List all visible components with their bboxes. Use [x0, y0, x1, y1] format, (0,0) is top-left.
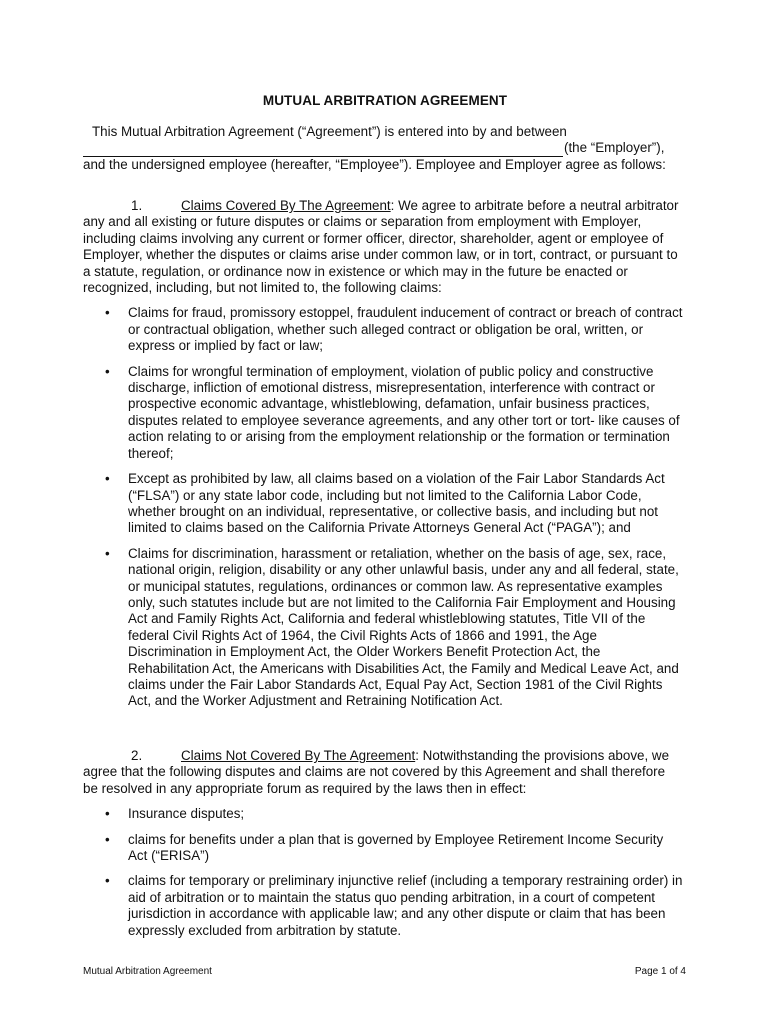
- bullet-icon: •: [105, 831, 110, 847]
- list-item: [83, 305, 683, 354]
- list-item-text: Claims for wrongful termination of employment, violation of public policy and constructive discharge, infliction of emotional distress, misrepresentation, interference with contract or prospective economic advantage, whistleblowing, defamation, unfair business practices, disputes related to employee severance agreements, and any other tort or tort- like causes of action relating to or arising from the employment relationship or the formation or termination thereof;: [128, 363, 680, 461]
- list-item: [83, 364, 683, 462]
- employer-blank-line: [83, 140, 683, 156]
- list-item-text: Insurance disputes;: [128, 806, 245, 822]
- intro-rest: and the undersigned employee (hereafter, “Employee”). Employee and Employer agree as follows:: [83, 156, 666, 172]
- section-1-number: 1.: [131, 198, 143, 213]
- footer-document-name: Mutual Arbitration Agreement: [83, 966, 212, 977]
- list-item-text: Claims for discrimination, harassment or retaliation, whether on the basis of age, sex, race, national origin, religion, disability or any other unlawful basis, under any and all federal, state, or municipal statutes, regulations, ordinances or common law. As representative examples only, such statutes include but are not limited to the California Fair Employment and Housing Act and Family Rights Act, California and federal whistleblowing statutes, Title VII of the federal Civil Rights Act of 1964, the Civil Rights Acts of 1866 and 1991, the Age Discrimination in Employment Act, the Older Workers Benefit Protection Act, the Rehabilitation Act, the Americans with Disabilities Act, the Family and Medical Leave Act, and claims under the Fair Labor Standards Act, Equal Pay Act, Section 1981 of the Civil Rights Act, and the Worker Adjustment and Retraining Notification Act.: [128, 545, 679, 709]
- section-1-text: : We agree to arbitrate before a neutral arbitrator any and all existing or future disputes or claims or separation from employment with Employer, including claims involving any current or former officer, director, shareholder, agent or employee of Employer, whether the disputes or claims arise under common law, or in tort, contract, or pursuant to a statute, regulation, or ordinance now in existence or which may in the future be enacted or recognized, including, but not limited to, the following claims:: [83, 198, 679, 296]
- list-item-text: claims for benefits under a plan that is governed by Employee Retirement Income Security Act (“ERISA”): [128, 831, 664, 864]
- employer-name-blank: [83, 143, 563, 157]
- section-2: [83, 748, 683, 939]
- intro-paragraph: [83, 124, 683, 173]
- list-item-text: Claims for fraud, promissory estoppel, fraudulent inducement of contract or breach of contract or contractual obligation, whether such alleged contract or obligation be oral, written, or express or implied by fact or law;: [128, 305, 683, 354]
- section-2-text: : Notwithstanding the provisions above, we agree that the following disputes and claims are not covered by this Agreement and shall therefore be resolved in any appropriate forum as required by the laws then in effect:: [83, 748, 670, 796]
- section-1-heading: Claims Covered By The Agreement: [181, 198, 391, 213]
- bullet-icon: •: [105, 873, 110, 889]
- bullet-icon: •: [105, 471, 110, 487]
- section-2-paragraph: [83, 748, 683, 797]
- section-2-number: 2.: [131, 748, 143, 763]
- section-2-claims-list: [83, 806, 683, 939]
- bullet-icon: •: [105, 806, 110, 822]
- section-1-claims-list: [83, 305, 683, 709]
- list-item-text: claims for temporary or preliminary injunctive relief (including a temporary restraining order) in aid of arbitration or to maintain the status quo pending arbitration, in a court of competent jurisdiction in accordance with applicable law; and any other dispute or claim that has been expressly excluded from arbitration by statute.: [128, 873, 683, 938]
- list-item: [83, 873, 683, 939]
- document-title: MUTUAL ARBITRATION AGREEMENT: [262, 93, 508, 108]
- section-1: [83, 198, 683, 710]
- page-footer: [83, 966, 686, 977]
- list-item-text: Except as prohibited by law, all claims based on a violation of the Fair Labor Standards Act (“FLSA”) or any state labor code, including but not limited to the California Labor Code, whether brought on an individual, representative, or collective basis, and including but not limited to claims based on the California Private Attorneys General Act (“PAGA”); and: [128, 471, 665, 536]
- intro-line: This Mutual Arbitration Agreement (“Agreement”) is entered into by and between: [92, 124, 567, 139]
- list-item: [83, 832, 683, 865]
- list-item: [83, 546, 683, 710]
- footer-page-number: Page 1 of 4: [634, 966, 686, 977]
- section-2-heading: Claims Not Covered By The Agreement: [181, 748, 416, 763]
- bullet-icon: •: [105, 545, 110, 561]
- employer-suffix: (the “Employer”),: [564, 140, 665, 156]
- bullet-icon: •: [105, 363, 110, 379]
- list-item: [83, 806, 683, 822]
- section-1-paragraph: [83, 198, 683, 296]
- list-item: [83, 471, 683, 537]
- bullet-icon: •: [105, 305, 110, 321]
